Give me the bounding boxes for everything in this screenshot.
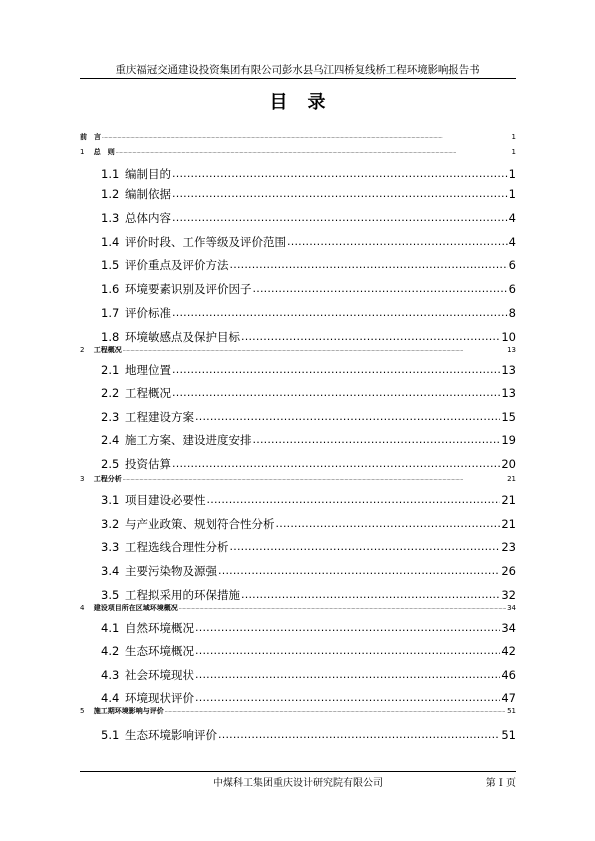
- toc-entry[interactable]: [101, 166, 516, 182]
- toc-entry-number: 2.2: [101, 386, 120, 400]
- toc-leader-dots: [116, 147, 511, 157]
- toc-entry-title: 工程概况: [125, 386, 172, 400]
- toc-entry-page: 6: [508, 282, 516, 296]
- toc-leader-dots: [230, 539, 501, 555]
- toc-entry[interactable]: [101, 362, 516, 378]
- toc-entry-page: 34: [501, 621, 516, 635]
- footer-organization: 中煤科工集团重庆设计研究院有限公司: [213, 778, 383, 789]
- toc-entry-title: 环境要素识别及评价因子: [125, 282, 252, 296]
- toc-entry-page: 15: [501, 410, 516, 424]
- toc-entry[interactable]: [80, 345, 516, 355]
- toc-entry-page: 21: [501, 517, 516, 531]
- toc-entry-label: [101, 305, 171, 321]
- toc-entry-title: 工程拟采用的环保措施: [125, 588, 241, 602]
- toc-entry[interactable]: [101, 667, 516, 683]
- toc-entry-label: [101, 492, 206, 508]
- toc-entry-title: 编制依据: [125, 187, 172, 201]
- toc-entry-title: 施工期环境影响与评价: [93, 707, 164, 715]
- toc-entry-title: 评价重点及评价方法: [125, 258, 229, 272]
- toc-entry-number: 4.4: [101, 691, 120, 705]
- toc-entry[interactable]: [101, 456, 516, 472]
- toc-entry-label: [101, 539, 229, 555]
- toc-entry-page: 10: [501, 330, 516, 344]
- toc-entry-number: 1.2: [101, 187, 120, 201]
- toc-entry-gap: [84, 148, 93, 156]
- toc-entry-label: [101, 210, 171, 226]
- toc-entry-number: 1.8: [101, 330, 120, 344]
- toc-entry-page: 21: [501, 493, 516, 507]
- toc-entry-number: 1.7: [101, 306, 120, 320]
- toc-entry[interactable]: [80, 474, 516, 484]
- toc-entry-number: 2.1: [101, 363, 120, 377]
- toc-entry-number: 1.5: [101, 258, 120, 272]
- toc-entry[interactable]: [80, 147, 516, 157]
- toc-entry-label: [80, 706, 164, 716]
- toc-entry-label: [101, 385, 171, 401]
- toc-leader-dots: [179, 603, 506, 613]
- toc-entry-number: 3.5: [101, 588, 120, 602]
- toc-entry-number: 1: [80, 148, 85, 156]
- toc-entry[interactable]: [101, 329, 516, 345]
- toc-entry-label: [80, 345, 122, 355]
- toc-entry-page: 47: [501, 691, 516, 705]
- toc-entry-label: [101, 667, 194, 683]
- toc-entry-gap: [84, 707, 93, 715]
- toc-entry-title: 项目建设必要性: [125, 493, 206, 507]
- toc-entry-number: 5.1: [101, 728, 120, 742]
- toc-entry[interactable]: [101, 409, 516, 425]
- toc-leader-dots: [172, 166, 508, 182]
- toc-entry-label: [80, 147, 115, 157]
- toc-leader-dots: [195, 643, 500, 659]
- toc-entry-page: 1: [511, 148, 516, 156]
- toc-entry-number: 4: [80, 604, 85, 612]
- toc-entry[interactable]: [101, 727, 516, 743]
- toc-leader-dots: [207, 492, 501, 508]
- toc-entry-page: 6: [508, 258, 516, 272]
- toc-entry-label: [101, 362, 171, 378]
- toc-entry-page: 1: [511, 133, 516, 141]
- toc-entry-number: 5: [80, 707, 85, 715]
- toc-entry-number: 3.4: [101, 564, 120, 578]
- toc-entry-gap: [84, 475, 93, 483]
- toc-entry[interactable]: [101, 210, 516, 226]
- toc-entry-page: 23: [501, 540, 516, 554]
- toc-entry-title: 总体内容: [125, 211, 172, 225]
- toc-entry[interactable]: [101, 234, 516, 250]
- toc-entry-page: 26: [501, 564, 516, 578]
- toc-entry-title: 生态环境概况: [125, 644, 195, 658]
- toc-entry[interactable]: [80, 603, 516, 613]
- toc-entry-page: 1: [508, 167, 516, 181]
- toc-entry-title: 投资估算: [125, 457, 172, 471]
- toc-entry-title: 生态环境影响评价: [125, 728, 218, 742]
- toc-entry[interactable]: [101, 257, 516, 273]
- toc-leader-dots: [165, 706, 506, 716]
- toc-entry-page: 19: [501, 433, 516, 447]
- toc-entry-number: 2.5: [101, 457, 120, 471]
- toc-leader-dots: [195, 409, 500, 425]
- toc-entry-label: [101, 409, 194, 425]
- toc-entry[interactable]: [101, 516, 516, 532]
- toc-entry-number: 3.3: [101, 540, 120, 554]
- toc-entry-title: 环境敏感点及保护目标: [125, 330, 241, 344]
- toc-entry-title: 总 则: [93, 148, 115, 156]
- toc-leader-dots: [241, 587, 500, 603]
- toc-entry-title: 工程分析: [93, 475, 122, 483]
- toc-entry-label: [101, 620, 194, 636]
- toc-entry-title: 工程选线合理性分析: [125, 540, 229, 554]
- toc-entry[interactable]: [80, 132, 516, 142]
- toc-entry-label: [101, 727, 217, 743]
- toc-entry-page: 32: [501, 588, 516, 602]
- toc-leader-dots: [241, 329, 500, 345]
- toc-entry-label: [101, 329, 240, 345]
- toc-entry[interactable]: [101, 539, 516, 555]
- toc-entry[interactable]: [101, 620, 516, 636]
- toc-entry-page: 42: [501, 644, 516, 658]
- toc-entry-number: 1.1: [101, 167, 120, 181]
- toc-leader-dots: [172, 186, 508, 202]
- toc-leader-dots: [195, 620, 500, 636]
- toc-leader-dots: [172, 385, 500, 401]
- toc-entry-label: [80, 474, 122, 484]
- toc-leader-dots: [123, 474, 506, 484]
- toc-entry-label: [80, 603, 178, 613]
- toc-entry-number: 4.3: [101, 668, 120, 682]
- toc-entry-page: 34: [507, 604, 516, 612]
- toc-entry-page: 13: [501, 386, 516, 400]
- toc-entry-number: 1.6: [101, 282, 120, 296]
- toc-entry-title: 言: [94, 133, 101, 141]
- running-header: 重庆福冠交通建设投资集团有限公司彭水县乌江四桥复线桥工程环境影响报告书: [115, 64, 480, 76]
- toc-entry-number: 4.2: [101, 644, 120, 658]
- toc-leader-dots: [253, 281, 508, 297]
- toc-entry-page: 4: [508, 211, 516, 225]
- toc-title: 目录: [269, 92, 346, 113]
- toc-entry-title: 环境现状评价: [125, 691, 195, 705]
- toc-entry-title: 工程建设方案: [125, 410, 195, 424]
- toc-entry-number: 2.3: [101, 410, 120, 424]
- toc-entry-page: 20: [501, 457, 516, 471]
- toc-leader-dots: [253, 432, 501, 448]
- toc-entry-page: 1: [508, 187, 516, 201]
- toc-leader-dots: [123, 345, 506, 355]
- toc-entry[interactable]: [101, 385, 516, 401]
- toc-entry-label: [101, 643, 194, 659]
- toc-entry[interactable]: [80, 706, 516, 716]
- toc-entry-title: 工程概况: [93, 346, 122, 354]
- toc-entry[interactable]: [101, 305, 516, 321]
- toc-entry-number: 3: [80, 475, 85, 483]
- toc-entry[interactable]: [101, 587, 516, 603]
- toc-entry-page: 51: [501, 728, 516, 742]
- toc-leader-dots: [218, 563, 500, 579]
- toc-entry[interactable]: [101, 281, 516, 297]
- toc-entry-title: 地理位置: [125, 363, 172, 377]
- toc-entry-number: 1.3: [101, 211, 120, 225]
- toc-leader-dots: [172, 362, 500, 378]
- toc-entry-label: [101, 587, 240, 603]
- toc-entry-label: [101, 690, 194, 706]
- toc-leader-dots: [195, 667, 500, 683]
- toc-entry-title: 自然环境概况: [125, 621, 195, 635]
- toc-entry[interactable]: [101, 186, 516, 202]
- toc-entry-number: 3.2: [101, 517, 120, 531]
- toc-entry[interactable]: [101, 643, 516, 659]
- toc-entry[interactable]: [101, 432, 516, 448]
- toc-leader-dots: [230, 257, 508, 273]
- toc-entry-number: 前: [80, 133, 87, 141]
- toc-leader-dots: [172, 456, 500, 472]
- toc-entry-label: [101, 234, 286, 250]
- toc-entry-label: [101, 257, 229, 273]
- toc-leader-dots: [218, 727, 500, 743]
- toc-entry-title: 评价标准: [125, 306, 172, 320]
- toc-leader-dots: [276, 516, 501, 532]
- toc-entry-page: 13: [501, 363, 516, 377]
- toc-entry-label: [101, 432, 252, 448]
- toc-leader-dots: [172, 305, 508, 321]
- toc-entry[interactable]: [101, 563, 516, 579]
- toc-entry-title: 建设项目所在区域环境概况: [93, 604, 178, 612]
- toc-entry-number: 2.4: [101, 433, 120, 447]
- toc-entry-page: 51: [507, 707, 516, 715]
- toc-leader-dots: [102, 132, 511, 142]
- toc-entry-number: 1.4: [101, 235, 120, 249]
- toc-entry-title: 编制目的: [125, 167, 172, 181]
- toc-entry[interactable]: [101, 492, 516, 508]
- toc-entry-page: 13: [507, 346, 516, 354]
- toc-entry-label: [101, 516, 275, 532]
- footer-rule: [80, 771, 516, 772]
- footer-page-number: 第 I 页: [485, 778, 516, 789]
- toc-entry-title: 与产业政策、规划符合性分析: [125, 517, 275, 531]
- toc-entry-gap: [87, 133, 94, 141]
- toc-entry-label: [101, 281, 252, 297]
- toc-entry-label: [80, 132, 101, 142]
- toc-entry-title: 社会环境现状: [125, 668, 195, 682]
- toc-leader-dots: [287, 234, 508, 250]
- toc-leader-dots: [195, 690, 500, 706]
- toc-entry-label: [101, 186, 171, 202]
- toc-entry-title: 评价时段、工作等级及评价范围: [125, 235, 287, 249]
- toc-entry-page: 8: [508, 306, 516, 320]
- toc-entry-title: 主要污染物及源强: [125, 564, 218, 578]
- toc-entry[interactable]: [101, 690, 516, 706]
- toc-entry-title: 施工方案、建设进度安排: [125, 433, 252, 447]
- toc-entry-gap: [84, 346, 93, 354]
- toc-leader-dots: [172, 210, 508, 226]
- toc-entry-page: 4: [508, 235, 516, 249]
- toc-entry-label: [101, 563, 217, 579]
- toc-entry-gap: [84, 604, 93, 612]
- toc-entry-number: 3.1: [101, 493, 120, 507]
- toc-entry-number: 4.1: [101, 621, 120, 635]
- toc-entry-page: 21: [507, 475, 516, 483]
- toc-entry-number: 2: [80, 346, 85, 354]
- toc-entry-page: 46: [501, 668, 516, 682]
- toc-entry-label: [101, 166, 171, 182]
- toc-entry-label: [101, 456, 171, 472]
